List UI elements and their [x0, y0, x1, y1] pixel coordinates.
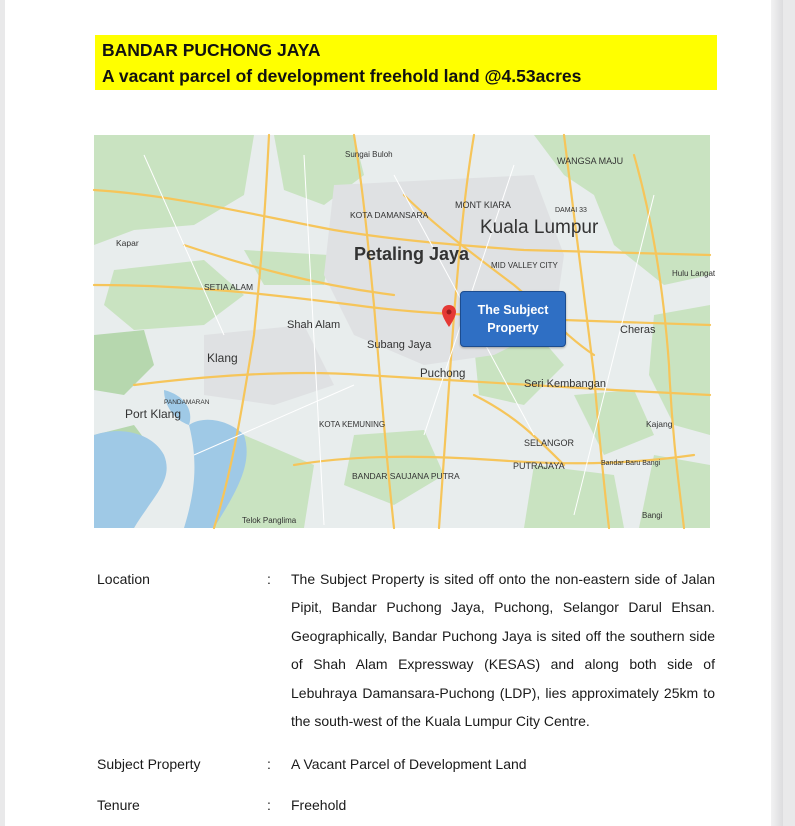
- map-place-label: Klang: [207, 351, 238, 365]
- title-line-1: BANDAR PUCHONG JAYA: [102, 40, 321, 60]
- location-pin-icon: [442, 305, 456, 327]
- map-place-label: KOTA DAMANSARA: [350, 210, 429, 220]
- map-place-label: PUTRAJAYA: [513, 461, 565, 471]
- map-place-label: Cheras: [620, 324, 656, 336]
- map-place-label: Bandar Baru Bangi: [601, 460, 661, 467]
- location-map: [94, 135, 716, 528]
- map-place-label: WANGSA MAJU: [557, 156, 624, 166]
- map-place-label: Kapar: [116, 238, 139, 248]
- map-place-label: Seri Kembangan: [524, 378, 606, 390]
- subject-property-callout: The Subject Property: [460, 291, 566, 347]
- subject-property-label: Subject Property: [97, 756, 201, 772]
- map-place-label: Subang Jaya: [367, 339, 432, 351]
- map-canvas: [94, 135, 716, 528]
- tenure-value: Freehold: [291, 797, 347, 813]
- map-place-label: MID VALLEY CITY: [491, 261, 558, 270]
- document-page: [5, 0, 783, 826]
- map-place-label: PANDAMARAN: [164, 399, 210, 406]
- title-banner: [95, 35, 717, 90]
- map-place-label: DAMAI 33: [555, 207, 587, 214]
- tenure-label: Tenure: [97, 797, 140, 813]
- map-place-label: Petaling Jaya: [354, 244, 470, 264]
- field-colon: :: [267, 756, 271, 772]
- map-place-label: Sungai Buloh: [345, 150, 393, 159]
- title-line-2: A vacant parcel of development freehold land @4.53acres: [102, 66, 582, 86]
- map-place-label: SETIA ALAM: [204, 282, 254, 292]
- map-place-label: BANDAR SAUJANA PUTRA: [352, 471, 460, 481]
- map-place-label: Puchong: [420, 368, 466, 380]
- map-place-label: KOTA KEMUNING: [319, 420, 386, 429]
- map-place-label: Shah Alam: [287, 319, 341, 331]
- map-place-label: Kuala Lumpur: [480, 217, 599, 238]
- map-place-label: Kajang: [646, 419, 673, 429]
- map-place-label: SELANGOR: [524, 438, 575, 448]
- location-label: Location: [97, 571, 150, 587]
- map-place-label: MONT KIARA: [455, 200, 511, 210]
- field-colon: :: [267, 797, 271, 813]
- map-place-label: Bangi: [642, 511, 663, 520]
- map-place-label: Port Klang: [125, 407, 182, 421]
- field-colon: :: [267, 571, 271, 587]
- subject-property-value: A Vacant Parcel of Development Land: [291, 756, 527, 772]
- map-place-label: Telok Panglima: [242, 516, 297, 525]
- location-description: The Subject Property is sited off onto the non-eastern side of Jalan Pipit, Bandar Puchong Jaya, Puchong, Selangor Darul Ehsan. Geographically, Bandar Puchong Jaya is sited off the southern side of Shah Alam Expressway (KESAS) and along both side of Lebuhraya Damansara-Puchong (LDP), lies approximately 25km to the south-west of the Kuala Lumpur City Centre.: [291, 571, 715, 730]
- map-place-label: Hulu Langat: [672, 269, 716, 278]
- page-edge-shadow: [771, 0, 783, 826]
